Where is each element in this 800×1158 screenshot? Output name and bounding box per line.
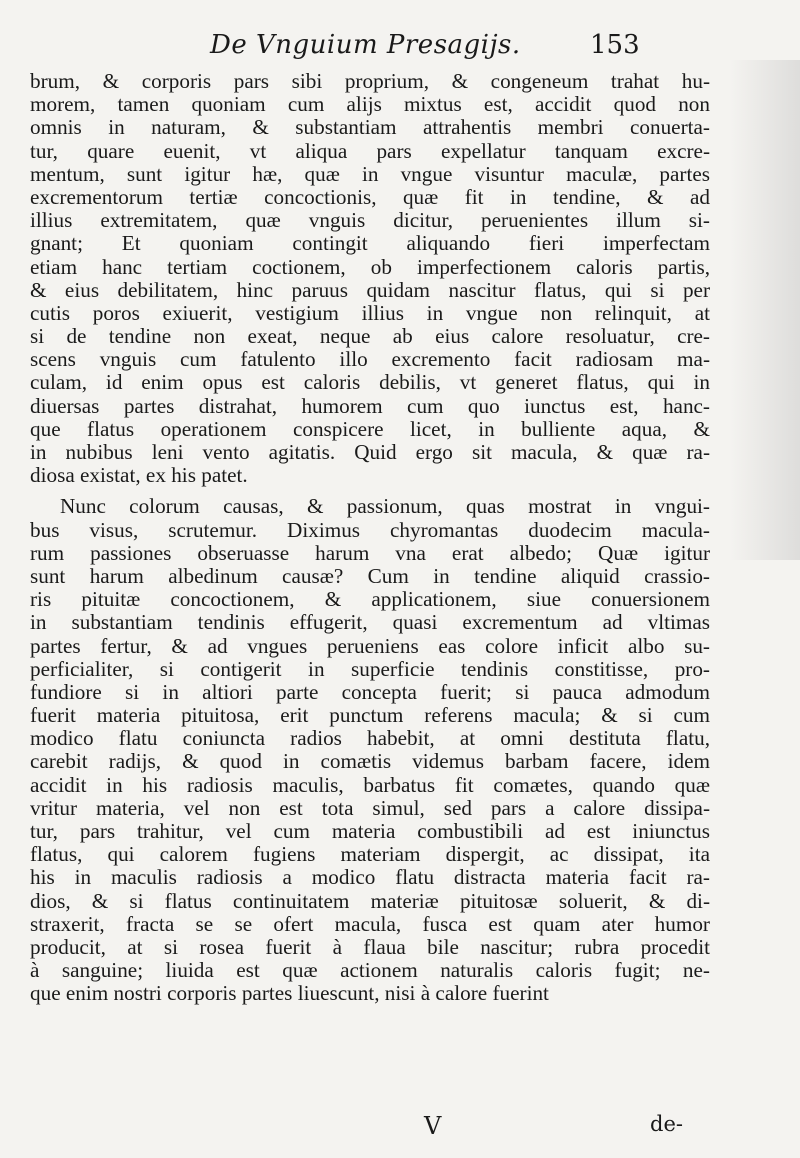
text-line: scens vnguis cum fatulento illo excremento facit radiosam ma-: [30, 347, 710, 372]
text-line: brum, & corporis pars sibi proprium, & congeneum trahat hu-: [30, 69, 710, 93]
text-line: excrementorum tertiæ concoctionis, quæ fit in tendine, & ad: [30, 184, 710, 209]
text-line: in substantiam tendinis effugerit, quasi excrementum ad vltimas: [30, 610, 710, 635]
text-line: illius extremitatem, quæ vnguis dicitur, peruenientes illum si-: [30, 208, 710, 233]
text-line: mentum, sunt igitur hæ, quæ in vngue visuntur maculæ, partes: [30, 161, 710, 186]
page-header: [0, 28, 800, 64]
signature-mark: V: [424, 1112, 442, 1140]
catchword: de-: [650, 1112, 683, 1136]
text-line: omnis in naturam, & substantiam attrahentis membri conuerta-: [30, 115, 710, 140]
text-line: tur, quare euenit, vt aliqua pars expellatur tanquam excre-: [30, 138, 710, 163]
text-line: partes fertur, & ad vngues perueniens eas colore inficit albo su-: [30, 633, 710, 658]
text-line: que flatus operationem conspicere licet, in bulliente aqua, &: [30, 416, 710, 441]
text-line: carebit radijs, & quod in comætis videmus barbam facere, idem: [30, 749, 710, 774]
text-line: cutis poros exiuerit, vestigium illius in vngue non relinquit, at: [30, 300, 710, 325]
paragraph: [30, 495, 710, 1005]
text-line: si de tendine non exeat, neque ab eius calore resoluatur, cre-: [30, 324, 710, 349]
text-line: etiam hanc tertiam coctionem, ob imperfectionem caloris partis,: [30, 254, 710, 279]
text-line: flatus, qui calorem fugiens materiam dispergit, ac dissipat, ita: [30, 842, 710, 867]
text-line: rum passiones obseruasse harum vna erat albedo; Quæ igitur: [30, 540, 710, 565]
text-line: morem, tamen quoniam cum alijs mixtus est, accidit quod non: [30, 92, 710, 117]
text-line: gnant; Et quoniam contingit aliquando fieri imperfectam: [30, 231, 710, 256]
text-line: culam, id enim opus est caloris debilis, vt generet flatus, qui in: [30, 370, 710, 395]
text-line: his in maculis radiosis a modico flatu distracta materia facit ra-: [30, 865, 710, 890]
paragraph: [30, 70, 710, 487]
text-line: sunt harum albedinum causæ? Cum in tendine aliquid crassio-: [30, 563, 710, 588]
text-line: in nubibus leni vento agitatis. Quid ergo sit macula, & quæ ra-: [30, 440, 710, 464]
page-footer: [0, 1112, 800, 1152]
text-line: straxerit, fracta se se ofert macula, fusca est quam ater humor: [30, 911, 710, 936]
page-number: 153: [590, 30, 640, 60]
text-line: vritur materia, vel non est tota simul, sed pars a calore dissipa-: [30, 795, 710, 820]
text-line: bus visus, scrutemur. Diximus chyromantas duodecim macula-: [30, 517, 710, 542]
text-line: producit, at si rosea fuerit à flaua bile nascitur; rubra procedit: [30, 934, 710, 959]
text-line: perficialiter, si contigerit in superficie tendinis constitisse, pro-: [30, 656, 710, 681]
text-line: à sanguine; liuida est quæ actionem naturalis caloris fugit; ne-: [30, 958, 710, 983]
text-line: Nunc colorum causas, & passionum, quas mostrat in vngui-: [60, 494, 710, 519]
text-line: fuerit materia pituitosa, erit punctum referens macula; & si cum: [30, 703, 710, 728]
text-line: diosa existat, ex his patet.: [30, 463, 248, 488]
text-line: accidit in his radiosis maculis, barbatus fit comætes, quando quæ: [30, 772, 710, 797]
page-bleed-shadow: [730, 60, 800, 560]
text-line: diuersas partes distrahat, humorem cum quo iunctus est, hanc-: [30, 393, 710, 418]
text-line: fundiore si in altiori parte concepta fuerit; si pauca admodum: [30, 679, 710, 704]
text-line: & eius debilitatem, hinc paruus quidam nascitur flatus, qui si per: [30, 277, 710, 302]
body-text: [30, 70, 710, 1006]
text-line: ris pituitæ concoctionem, & applicationem, siue conuersionem: [30, 587, 710, 612]
text-line: modico flatu coniuncta radios habebit, at omni destituta flatu,: [30, 726, 710, 751]
running-title: De Vnguium Presagijs.: [210, 30, 521, 60]
text-line: dios, & si flatus continuitatem materiæ pituitosæ soluerit, & di-: [30, 888, 710, 913]
text-line: tur, pars trahitur, vel cum materia combustibili ad est iniunctus: [30, 819, 710, 843]
text-line: que enim nostri corporis partes liuescunt, nisi à calore fuerint: [30, 981, 549, 1006]
